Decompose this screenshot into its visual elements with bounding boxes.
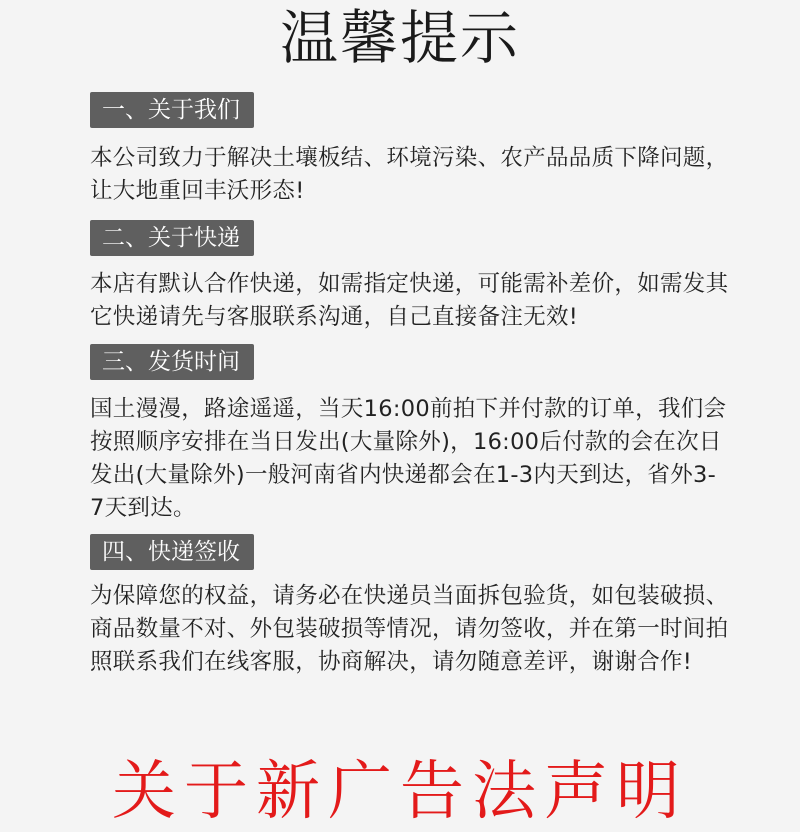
section-body-about-us: 本公司致力于解决土壤板结、环境污染、农产品品质下降问题，让大地重回丰沃形态!	[90, 145, 729, 204]
section-header-shipping-time: 三、发货时间	[90, 344, 254, 380]
page-title: 温馨提示	[279, 4, 520, 72]
section-body-delivery-receipt: 为保障您的权益，请务必在快递员当面拆包验货，如包装破损、商品数量不对、外包装破损等情况，请勿签收，并在第一时间拍照联系我们在线客服，协商解决，请勿随意差评，谢谢合作!	[90, 583, 729, 675]
section-body-shipping-time: 国土漫漫，路途遥遥，当天16:00前拍下并付款的订单，我们会按照顺序安排在当日发出(大量除外)，16:00后付款的会在次日发出(大量除外)一般河南省内快递都会在1-3内天到达，省外3-7天到达。	[90, 396, 727, 521]
section-header-delivery: 二、关于快递	[90, 220, 254, 256]
section-header-about-us: 一、关于我们	[90, 92, 254, 128]
section-header-delivery-receipt: 四、快递签收	[90, 534, 254, 570]
notice-title: 关于新广告法声明	[112, 755, 688, 829]
section-body-delivery: 本店有默认合作快递，如需指定快递，可能需补差价，如需发其它快递请先与客服联系沟通，自己直接备注无效!	[90, 271, 729, 330]
